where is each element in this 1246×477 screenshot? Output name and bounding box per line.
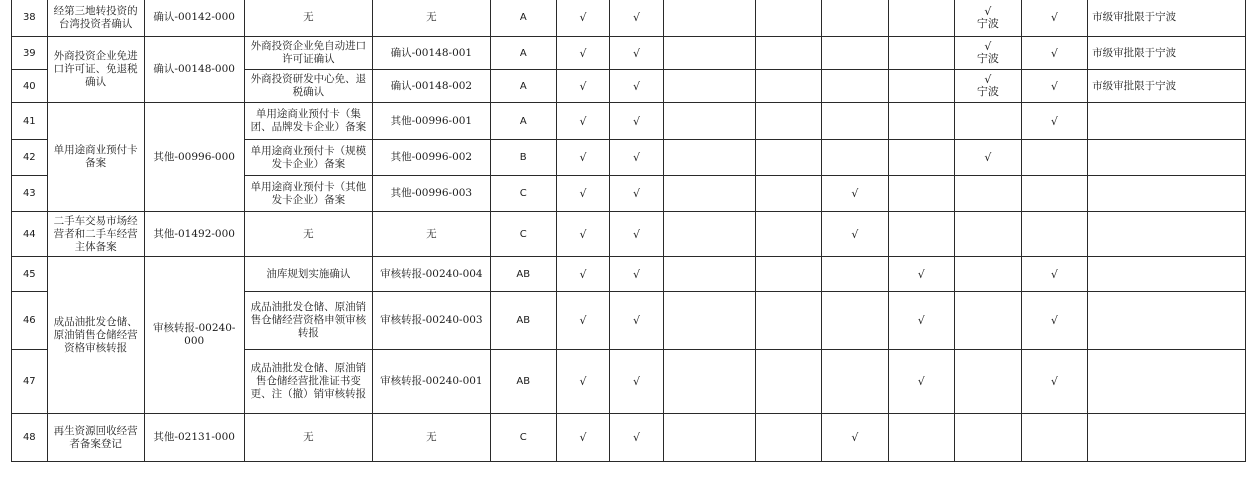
sub-item-code-cell: 其他-00996-003 (372, 176, 490, 212)
check-cell (954, 103, 1021, 140)
note-cell (1088, 140, 1246, 176)
check-cell (954, 212, 1021, 257)
check-cell (1021, 37, 1087, 70)
check-mark: √ (984, 40, 992, 53)
check-cell (822, 414, 888, 462)
sub-item-code-cell: 确认-00148-002 (372, 70, 490, 103)
table-row (12, 257, 1246, 292)
check-mark: √ (917, 267, 925, 281)
row-number: 41 (12, 103, 48, 140)
check-cell (1021, 212, 1087, 257)
check-mark: √ (917, 375, 925, 388)
check-cell (888, 140, 954, 176)
sub-item-code-cell: 审核转报-00240-004 (372, 257, 490, 292)
check-cell (822, 70, 888, 103)
check-cell (610, 0, 664, 37)
sub-item-name-cell: 外商投资研发中心免、退税确认 (244, 70, 372, 103)
sub-item-name-cell: 无 (244, 0, 372, 37)
item-name-cell: 经第三地转投资的台湾投资者确认 (47, 0, 144, 37)
sub-item-code-cell: 其他-00996-002 (372, 140, 490, 176)
sub-item-name-cell: 无 (244, 414, 372, 462)
check-cell (888, 414, 954, 462)
table-row (12, 37, 1246, 70)
check-cell (556, 257, 610, 292)
item-name-cell: 成品油批发仓储、原油销售仓储经营资格审核转报 (47, 257, 144, 414)
check-cell (1021, 257, 1087, 292)
check-cell (1021, 176, 1087, 212)
level-cell: C (490, 212, 556, 257)
item-name-cell: 外商投资企业免进口许可证、免退税确认 (47, 37, 144, 103)
check-cell (556, 140, 610, 176)
check-mark: √ (1050, 314, 1058, 327)
region-label: 宁波 (976, 52, 999, 65)
note-cell (1088, 414, 1246, 462)
check-cell (663, 292, 756, 350)
check-cell (756, 212, 822, 257)
level-cell: A (490, 37, 556, 70)
check-cell (756, 292, 822, 350)
check-cell (610, 414, 664, 462)
check-cell (888, 37, 954, 70)
check-mark: √ (579, 227, 587, 241)
row-number: 42 (12, 140, 48, 176)
row-number: 46 (12, 292, 48, 350)
check-cell (888, 176, 954, 212)
check-cell (822, 0, 888, 37)
sub-item-name-cell: 单用途商业预付卡（规模发卡企业）备案 (244, 140, 372, 176)
sub-item-code-cell: 其他-00996-001 (372, 103, 490, 140)
check-mark: √ (579, 267, 587, 281)
check-cell (756, 257, 822, 292)
check-cell (556, 103, 610, 140)
note-cell: 市级审批限于宁波 (1088, 70, 1246, 103)
check-cell (663, 257, 756, 292)
check-cell (822, 257, 888, 292)
check-mark: √ (1050, 46, 1058, 60)
check-cell (822, 176, 888, 212)
row-number: 43 (12, 176, 48, 212)
check-cell (888, 350, 954, 414)
check-cell (822, 212, 888, 257)
check-cell (756, 70, 822, 103)
check-cell (610, 37, 664, 70)
check-mark: √ (579, 46, 587, 60)
check-cell (1021, 0, 1087, 37)
check-mark: √ (633, 46, 641, 60)
check-mark: √ (984, 151, 992, 164)
level-cell: A (490, 103, 556, 140)
check-mark: √ (1050, 375, 1058, 388)
check-cell (888, 292, 954, 350)
sub-item-name-cell: 油库规划实施确认 (244, 257, 372, 292)
row-number: 47 (12, 350, 48, 414)
check-cell (1021, 70, 1087, 103)
check-cell (663, 0, 756, 37)
item-code-cell: 其他-02131-000 (144, 414, 244, 462)
check-cell (663, 70, 756, 103)
level-cell: AB (490, 292, 556, 350)
check-cell (1021, 414, 1087, 462)
row-number: 38 (12, 0, 48, 37)
check-cell (822, 37, 888, 70)
check-cell (610, 350, 664, 414)
check-mark: √ (633, 375, 641, 388)
check-cell (556, 70, 610, 103)
item-code-cell: 确认-00142-000 (144, 0, 244, 37)
check-cell (822, 140, 888, 176)
table-row (12, 103, 1246, 140)
check-cell (888, 70, 954, 103)
check-cell (610, 176, 664, 212)
table-row (12, 212, 1246, 257)
region-label: 宁波 (976, 85, 999, 98)
check-mark: √ (633, 431, 641, 444)
check-mark: √ (579, 375, 587, 388)
sub-item-code-cell: 审核转报-00240-003 (372, 292, 490, 350)
check-cell (1021, 103, 1087, 140)
check-mark: √ (851, 187, 859, 200)
level-cell: B (490, 140, 556, 176)
check-cell (610, 292, 664, 350)
row-number: 40 (12, 70, 48, 103)
check-mark: √ (633, 11, 641, 24)
sub-item-code-cell: 无 (372, 212, 490, 257)
sub-item-name-cell: 成品油批发仓储、原油销售仓储经营批准证书变更、注（撤）销审核转报 (244, 350, 372, 414)
note-cell (1088, 103, 1246, 140)
note-cell (1088, 176, 1246, 212)
check-mark: √ (984, 4, 992, 18)
level-cell: AB (490, 257, 556, 292)
item-name-cell: 单用途商业预付卡备案 (47, 103, 144, 212)
check-cell (954, 257, 1021, 292)
check-cell (663, 414, 756, 462)
level-cell: C (490, 414, 556, 462)
check-cell (756, 103, 822, 140)
check-cell (888, 0, 954, 37)
check-mark: √ (579, 431, 587, 444)
table-row (12, 0, 1246, 37)
check-cell (1021, 350, 1087, 414)
check-mark: √ (579, 314, 587, 327)
check-cell (556, 0, 610, 37)
note-cell: 市级审批限于宁波 (1088, 37, 1246, 70)
item-code-cell: 其他-01492-000 (144, 212, 244, 257)
check-cell (556, 37, 610, 70)
check-cell (888, 103, 954, 140)
level-cell: AB (490, 350, 556, 414)
row-number: 45 (12, 257, 48, 292)
check-cell (954, 176, 1021, 212)
sub-item-code-cell: 确认-00148-001 (372, 37, 490, 70)
check-cell (756, 176, 822, 212)
sub-item-code-cell: 审核转报-00240-001 (372, 350, 490, 414)
note-cell (1088, 292, 1246, 350)
check-mark: √ (579, 11, 587, 24)
check-mark: √ (579, 79, 587, 93)
check-mark: √ (633, 79, 641, 93)
level-cell: A (490, 70, 556, 103)
sub-item-name-cell: 外商投资企业免自动进口许可证确认 (244, 37, 372, 70)
check-cell (888, 257, 954, 292)
check-mark: √ (633, 151, 641, 164)
check-mark: √ (633, 314, 641, 327)
check-cell (954, 0, 1021, 37)
check-cell (556, 414, 610, 462)
sub-item-name-cell: 单用途商业预付卡（其他发卡企业）备案 (244, 176, 372, 212)
check-cell (756, 350, 822, 414)
approval-items-table (11, 0, 1246, 462)
item-name-cell: 二手车交易市场经营者和二手车经营主体备案 (47, 212, 144, 257)
note-cell (1088, 257, 1246, 292)
check-mark: √ (633, 267, 641, 281)
check-cell (1021, 140, 1087, 176)
check-cell (954, 292, 1021, 350)
sub-item-code-cell: 无 (372, 0, 490, 37)
check-cell (822, 292, 888, 350)
check-mark: √ (579, 114, 587, 128)
check-cell (610, 212, 664, 257)
check-cell (888, 212, 954, 257)
check-mark: √ (1050, 114, 1058, 128)
sub-item-name-cell: 无 (244, 212, 372, 257)
item-code-cell: 确认-00148-000 (144, 37, 244, 103)
check-cell (1021, 292, 1087, 350)
check-cell (822, 350, 888, 414)
check-mark: √ (1050, 79, 1058, 93)
check-mark: √ (633, 227, 641, 241)
check-mark: √ (1050, 11, 1058, 24)
check-mark: √ (917, 314, 925, 327)
check-cell (610, 103, 664, 140)
item-code-cell: 审核转报-00240-000 (144, 257, 244, 414)
sub-item-code-cell: 无 (372, 414, 490, 462)
check-cell (954, 140, 1021, 176)
note-cell: 市级审批限于宁波 (1088, 0, 1246, 37)
check-cell (556, 350, 610, 414)
check-cell (954, 350, 1021, 414)
row-number: 44 (12, 212, 48, 257)
level-cell: C (490, 176, 556, 212)
check-cell (756, 37, 822, 70)
check-cell (663, 176, 756, 212)
region-label: 宁波 (976, 16, 999, 30)
check-cell (954, 70, 1021, 103)
item-code-cell: 其他-00996-000 (144, 103, 244, 212)
check-cell (663, 103, 756, 140)
check-cell (610, 140, 664, 176)
check-cell (663, 37, 756, 70)
level-cell: A (490, 0, 556, 37)
check-cell (822, 103, 888, 140)
check-mark: √ (851, 227, 859, 241)
item-name-cell: 再生资源回收经营者备案登记 (47, 414, 144, 462)
check-cell (756, 140, 822, 176)
check-mark: √ (1050, 267, 1058, 281)
check-cell (556, 212, 610, 257)
row-number: 48 (12, 414, 48, 462)
check-cell (954, 414, 1021, 462)
check-mark: √ (579, 151, 587, 164)
check-cell (663, 140, 756, 176)
sub-item-name-cell: 成品油批发仓储、原油销售仓储经营资格申领审核转报 (244, 292, 372, 350)
check-mark: √ (579, 187, 587, 200)
check-cell (663, 350, 756, 414)
table-body (12, 0, 1246, 462)
check-mark: √ (851, 431, 859, 444)
check-mark: √ (633, 187, 641, 200)
row-number: 39 (12, 37, 48, 70)
check-cell (954, 37, 1021, 70)
check-cell (556, 292, 610, 350)
note-cell (1088, 350, 1246, 414)
check-cell (556, 176, 610, 212)
check-cell (610, 257, 664, 292)
check-cell (756, 0, 822, 37)
check-cell (663, 212, 756, 257)
sub-item-name-cell: 单用途商业预付卡（集团、品牌发卡企业）备案 (244, 103, 372, 140)
check-mark: √ (633, 114, 641, 128)
table-row (12, 414, 1246, 462)
check-mark: √ (984, 73, 992, 86)
check-cell (610, 70, 664, 103)
check-cell (756, 414, 822, 462)
note-cell (1088, 212, 1246, 257)
